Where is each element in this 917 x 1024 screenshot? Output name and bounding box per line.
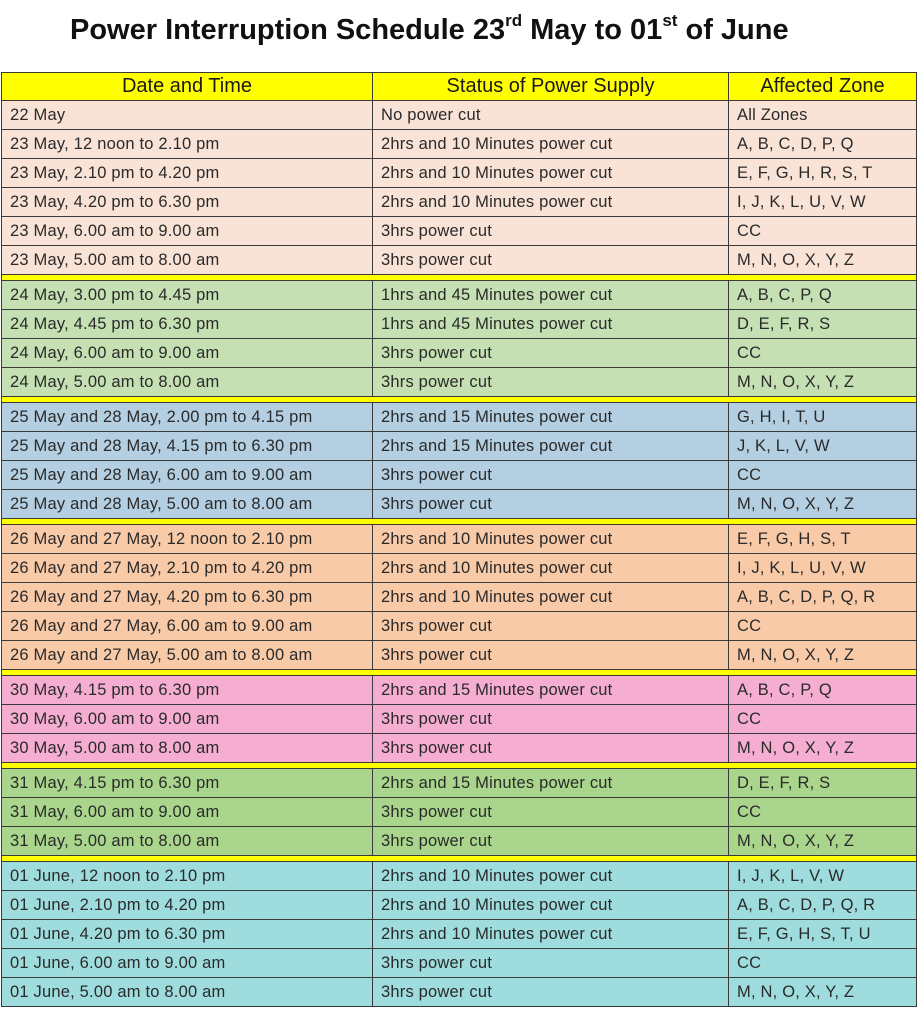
cell-zone: M, N, O, X, Y, Z	[729, 490, 917, 519]
cell-date-time: 26 May and 27 May, 12 noon to 2.10 pm	[2, 525, 373, 554]
cell-date-time: 23 May, 4.20 pm to 6.30 pm	[2, 188, 373, 217]
table-row	[2, 339, 917, 368]
cell-date-time: 31 May, 4.15 pm to 6.30 pm	[2, 769, 373, 798]
cell-date-time: 30 May, 6.00 am to 9.00 am	[2, 705, 373, 734]
cell-status: 1hrs and 45 Minutes power cut	[373, 310, 729, 339]
cell-date-time: 30 May, 5.00 am to 8.00 am	[2, 734, 373, 763]
schedule-table	[1, 72, 917, 1007]
table-row	[2, 310, 917, 339]
cell-zone: G, H, I, T, U	[729, 403, 917, 432]
cell-date-time: 23 May, 5.00 am to 8.00 am	[2, 246, 373, 275]
page-title	[0, 11, 917, 47]
cell-status: 3hrs power cut	[373, 339, 729, 368]
table-row	[2, 676, 917, 705]
cell-date-time: 24 May, 6.00 am to 9.00 am	[2, 339, 373, 368]
table-row	[2, 188, 917, 217]
table-row	[2, 827, 917, 856]
cell-date-time: 23 May, 12 noon to 2.10 pm	[2, 130, 373, 159]
header-status: Status of Power Supply	[373, 73, 729, 101]
cell-status: 3hrs power cut	[373, 368, 729, 397]
schedule-body	[2, 101, 917, 1007]
cell-status: 3hrs power cut	[373, 798, 729, 827]
cell-status: 2hrs and 15 Minutes power cut	[373, 769, 729, 798]
table-row	[2, 159, 917, 188]
cell-zone: A, B, C, D, P, Q, R	[729, 891, 917, 920]
cell-status: No power cut	[373, 101, 729, 130]
cell-date-time: 22 May	[2, 101, 373, 130]
table-row	[2, 281, 917, 310]
cell-status: 3hrs power cut	[373, 490, 729, 519]
header-row	[2, 73, 917, 101]
cell-zone: M, N, O, X, Y, Z	[729, 978, 917, 1007]
table-row	[2, 705, 917, 734]
cell-date-time: 24 May, 4.45 pm to 6.30 pm	[2, 310, 373, 339]
table-row	[2, 525, 917, 554]
header-zone: Affected Zone	[729, 73, 917, 101]
table-row	[2, 920, 917, 949]
table-row	[2, 490, 917, 519]
title-sup-rd: rd	[505, 11, 523, 30]
cell-date-time: 26 May and 27 May, 4.20 pm to 6.30 pm	[2, 583, 373, 612]
table-row	[2, 554, 917, 583]
cell-zone: M, N, O, X, Y, Z	[729, 827, 917, 856]
cell-zone: J, K, L, V, W	[729, 432, 917, 461]
table-row	[2, 949, 917, 978]
cell-zone: D, E, F, R, S	[729, 310, 917, 339]
cell-status: 2hrs and 10 Minutes power cut	[373, 188, 729, 217]
table-row	[2, 130, 917, 159]
cell-date-time: 25 May and 28 May, 4.15 pm to 6.30 pm	[2, 432, 373, 461]
cell-date-time: 01 June, 6.00 am to 9.00 am	[2, 949, 373, 978]
cell-zone: CC	[729, 217, 917, 246]
cell-zone: M, N, O, X, Y, Z	[729, 368, 917, 397]
cell-date-time: 24 May, 3.00 pm to 4.45 pm	[2, 281, 373, 310]
table-row	[2, 798, 917, 827]
cell-zone: CC	[729, 705, 917, 734]
cell-status: 3hrs power cut	[373, 734, 729, 763]
cell-date-time: 01 June, 4.20 pm to 6.30 pm	[2, 920, 373, 949]
cell-date-time: 26 May and 27 May, 6.00 am to 9.00 am	[2, 612, 373, 641]
cell-date-time: 01 June, 2.10 pm to 4.20 pm	[2, 891, 373, 920]
cell-status: 3hrs power cut	[373, 641, 729, 670]
table-row	[2, 769, 917, 798]
table-row	[2, 217, 917, 246]
cell-status: 3hrs power cut	[373, 217, 729, 246]
cell-status: 3hrs power cut	[373, 246, 729, 275]
cell-zone: I, J, K, L, V, W	[729, 862, 917, 891]
cell-zone: I, J, K, L, U, V, W	[729, 554, 917, 583]
cell-status: 2hrs and 10 Minutes power cut	[373, 583, 729, 612]
table-row	[2, 432, 917, 461]
cell-status: 2hrs and 10 Minutes power cut	[373, 920, 729, 949]
table-row	[2, 862, 917, 891]
cell-date-time: 01 June, 12 noon to 2.10 pm	[2, 862, 373, 891]
cell-zone: E, F, G, H, S, T, U	[729, 920, 917, 949]
cell-status: 2hrs and 10 Minutes power cut	[373, 862, 729, 891]
table-row	[2, 641, 917, 670]
header-date-time: Date and Time	[2, 73, 373, 101]
cell-zone: CC	[729, 612, 917, 641]
cell-date-time: 25 May and 28 May, 5.00 am to 8.00 am	[2, 490, 373, 519]
title-middle: May to 01	[522, 14, 663, 46]
cell-status: 2hrs and 10 Minutes power cut	[373, 525, 729, 554]
cell-status: 2hrs and 15 Minutes power cut	[373, 432, 729, 461]
cell-date-time: 24 May, 5.00 am to 8.00 am	[2, 368, 373, 397]
cell-date-time: 25 May and 28 May, 2.00 pm to 4.15 pm	[2, 403, 373, 432]
cell-date-time: 23 May, 6.00 am to 9.00 am	[2, 217, 373, 246]
cell-date-time: 30 May, 4.15 pm to 6.30 pm	[2, 676, 373, 705]
table-row	[2, 403, 917, 432]
cell-status: 3hrs power cut	[373, 705, 729, 734]
cell-zone: All Zones	[729, 101, 917, 130]
cell-zone: M, N, O, X, Y, Z	[729, 734, 917, 763]
cell-date-time: 23 May, 2.10 pm to 4.20 pm	[2, 159, 373, 188]
cell-zone: M, N, O, X, Y, Z	[729, 641, 917, 670]
cell-status: 2hrs and 15 Minutes power cut	[373, 403, 729, 432]
table-row	[2, 612, 917, 641]
cell-status: 2hrs and 10 Minutes power cut	[373, 891, 729, 920]
cell-zone: A, B, C, P, Q	[729, 281, 917, 310]
cell-status: 2hrs and 10 Minutes power cut	[373, 554, 729, 583]
cell-status: 3hrs power cut	[373, 827, 729, 856]
cell-zone: CC	[729, 461, 917, 490]
title-prefix: Power Interruption Schedule 23	[70, 14, 506, 46]
cell-zone: E, F, G, H, R, S, T	[729, 159, 917, 188]
cell-zone: D, E, F, R, S	[729, 769, 917, 798]
cell-status: 2hrs and 10 Minutes power cut	[373, 159, 729, 188]
table-row	[2, 583, 917, 612]
cell-status: 2hrs and 15 Minutes power cut	[373, 676, 729, 705]
cell-zone: I, J, K, L, U, V, W	[729, 188, 917, 217]
cell-status: 3hrs power cut	[373, 949, 729, 978]
table-row	[2, 891, 917, 920]
cell-date-time: 31 May, 6.00 am to 9.00 am	[2, 798, 373, 827]
table-row	[2, 734, 917, 763]
cell-status: 3hrs power cut	[373, 461, 729, 490]
title-sup-st: st	[662, 11, 678, 30]
cell-zone: CC	[729, 339, 917, 368]
cell-status: 3hrs power cut	[373, 978, 729, 1007]
cell-date-time: 26 May and 27 May, 5.00 am to 8.00 am	[2, 641, 373, 670]
table-row	[2, 368, 917, 397]
cell-zone: A, B, C, D, P, Q	[729, 130, 917, 159]
cell-zone: CC	[729, 798, 917, 827]
cell-date-time: 31 May, 5.00 am to 8.00 am	[2, 827, 373, 856]
cell-zone: CC	[729, 949, 917, 978]
table-row	[2, 246, 917, 275]
cell-zone: M, N, O, X, Y, Z	[729, 246, 917, 275]
table-row	[2, 461, 917, 490]
cell-date-time: 25 May and 28 May, 6.00 am to 9.00 am	[2, 461, 373, 490]
cell-zone: A, B, C, D, P, Q, R	[729, 583, 917, 612]
cell-status: 3hrs power cut	[373, 612, 729, 641]
title-suffix: of June	[677, 14, 789, 46]
cell-zone: E, F, G, H, S, T	[729, 525, 917, 554]
cell-date-time: 26 May and 27 May, 2.10 pm to 4.20 pm	[2, 554, 373, 583]
cell-status: 1hrs and 45 Minutes power cut	[373, 281, 729, 310]
cell-date-time: 01 June, 5.00 am to 8.00 am	[2, 978, 373, 1007]
table-row	[2, 101, 917, 130]
table-row	[2, 978, 917, 1007]
cell-zone: A, B, C, P, Q	[729, 676, 917, 705]
cell-status: 2hrs and 10 Minutes power cut	[373, 130, 729, 159]
